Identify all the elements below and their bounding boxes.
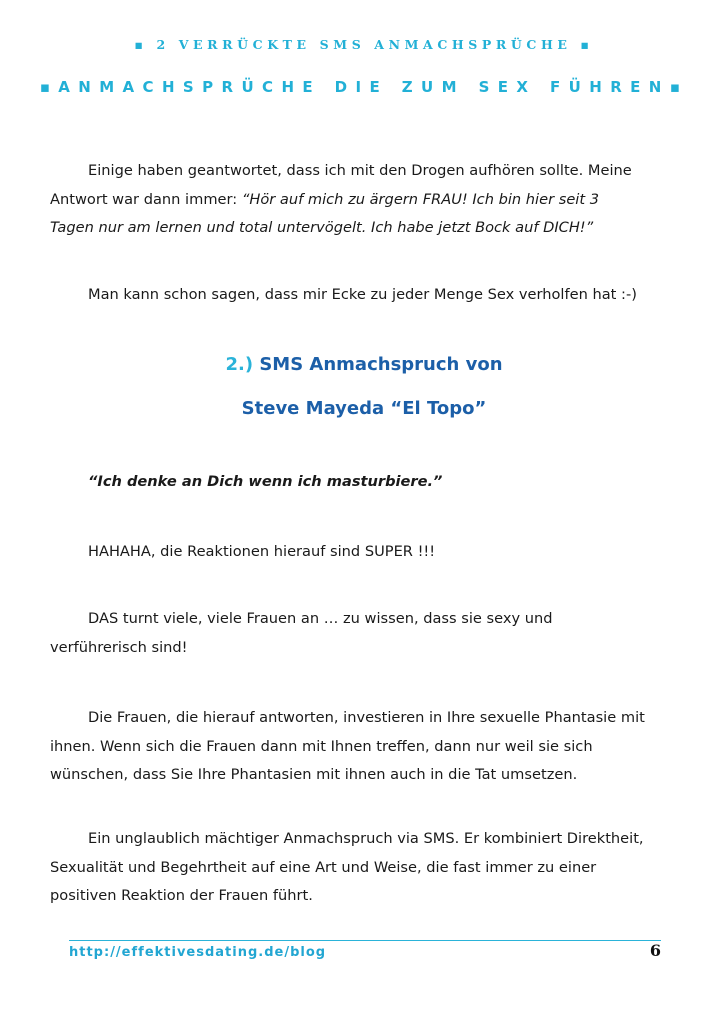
paragraph-5 [50,704,664,790]
quote-paragraph [69,468,664,497]
section-heading [0,354,728,375]
paragraph-line: HAHAHA, die Reaktionen hierauf sind SUPER !!! [88,543,436,560]
italic-quote: Tagen nur am lernen und total untervögelt. Ich habe jetzt Bock auf DICH!” [50,219,594,236]
footer-divider [69,940,661,941]
paragraph-line: Man kann schon sagen, dass mir Ecke zu jeder Menge Sex verholfen hat :-) [88,286,637,303]
paragraph-line: DAS turnt viele, viele Frauen an … zu wissen, dass sie sexy und [88,610,553,627]
quote-text: “Ich denke an Dich wenn ich masturbiere.” [88,473,443,490]
paragraph-line: ihnen. Wenn sich die Frauen dann mit Ihnen treffen, dann nur weil sie sich [50,737,593,755]
paragraph-line: Ein unglaublich mächtiger Anmachspruch via SMS. Er kombiniert Direktheit, [88,830,644,847]
italic-quote: “Hör auf mich zu ärgern FRAU! Ich bin hier seit 3 [241,190,600,208]
paragraph-line: verführerisch sind! [50,638,188,656]
section-title-line1: SMS Anmachspruch von [259,354,503,375]
paragraph-3 [69,538,664,567]
paragraph-line: positiven Reaktion der Frauen führt. [50,887,313,904]
running-header: ▪ 2 VERRÜCKTE SMS ANMACHSPRÜCHE ▪ [134,37,594,52]
paragraph-line: Sexualität und Begehrtheit auf eine Art und Weise, die fast immer zu einer [50,858,597,876]
plain-text: Antwort war dann immer: [50,190,242,208]
paragraph-line: wünschen, dass Sie Ihre Phantasien mit ihnen auch in die Tat umsetzen. [50,766,578,783]
page-number: 6 [649,941,661,960]
footer-blog-link[interactable]: http://effektivesdating.de/blog [69,945,327,960]
paragraph-1 [50,157,664,243]
section-number: 2.) [225,354,254,375]
paragraph-line: Die Frauen, die hierauf antworten, investieren in Ihre sexuelle Phantasie mit [88,709,645,726]
paragraph-line [50,186,664,215]
paragraph-2 [69,281,664,310]
section-title-line2: Steve Mayeda “El Topo” [241,398,487,419]
chapter-title: ▪ANMACHSPRÜCHE DIE ZUM SEX FÜHREN▪ [39,78,689,96]
paragraph-6 [50,825,664,911]
paragraph-4 [50,605,664,662]
paragraph-line: Einige haben geantwortet, dass ich mit den Drogen aufhören sollte. Meine [88,162,632,179]
